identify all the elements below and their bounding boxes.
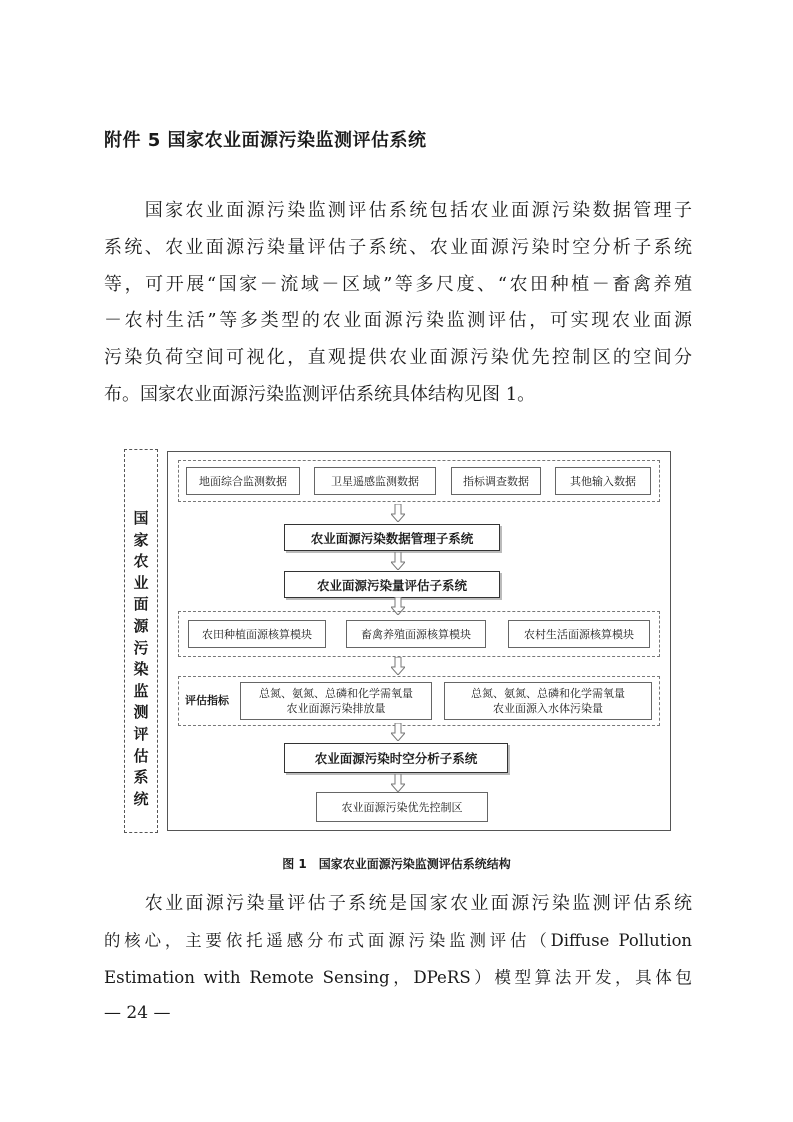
text-line: 等，可开展“国家－流域－区域”等多尺度、“农田种植－畜禽养殖 (104, 273, 692, 295)
paragraph-core (104, 886, 692, 996)
input-satellite-monitoring: 卫星遥感监测数据 (314, 467, 436, 495)
module-rural-life: 农村生活面源核算模块 (508, 620, 650, 648)
system-structure-figure (124, 449, 672, 833)
section-heading: 附件 5 国家农业面源污染监测评估系统 (104, 130, 427, 151)
text-line: 布。国家农业面源污染监测评估系统具体结构见图 1。 (104, 383, 536, 405)
page-number: — 24 — (104, 1003, 171, 1023)
text-line: 系统、农业面源污染量评估子系统、农业面源污染时空分析子系统 (104, 236, 692, 258)
arrow-down-icon (391, 552, 405, 570)
indicator-water-load: 总氮、氨氮、总磷和化学需氧量 农业面源入水体污染量 (444, 682, 652, 720)
load-evaluation-subsystem: 农业面源污染量评估子系统 (284, 571, 500, 598)
data-management-subsystem: 农业面源污染数据管理子系统 (284, 524, 500, 551)
indicator-emission: 总氮、氨氮、总磷和化学需氧量 农业面源污染排放量 (240, 682, 432, 720)
text-line: 农业面源污染量评估子系统是国家农业面源污染监测评估系统 (104, 893, 692, 914)
arrow-down-icon (391, 723, 405, 741)
text-line: Estimation with Remote Sensing，DPeRS）模型算法开发，具体包 (104, 967, 692, 987)
input-ground-monitoring: 地面综合监测数据 (186, 467, 300, 495)
module-livestock: 畜禽养殖面源核算模块 (346, 620, 486, 648)
paragraph-intro (104, 193, 692, 414)
input-indicator-survey: 指标调查数据 (451, 467, 541, 495)
arrow-down-icon (391, 504, 405, 522)
figure-caption: 图 1 国家农业面源污染监测评估系统结构 (282, 857, 511, 871)
evaluation-indicator-label: 评估指标 (185, 694, 229, 707)
side-label: 国 家 农 业 面 源 污 染 监 测 评 估 系 统 (133, 509, 149, 808)
side-label-box (124, 449, 158, 833)
structure-frame (167, 451, 671, 831)
text-line: －农村生活”等多类型的农业面源污染监测评估，可实现农业面源 (104, 310, 692, 332)
arrow-down-icon (391, 774, 405, 792)
module-farmland: 农田种植面源核算模块 (188, 620, 326, 648)
arrow-down-icon (391, 657, 405, 675)
text-line: 国家农业面源污染监测评估系统包括农业面源污染数据管理子 (104, 200, 692, 221)
input-other: 其他输入数据 (555, 467, 651, 495)
text-line: 的核心，主要依托遥感分布式面源污染监测评估（Diffuse Pollution (104, 930, 692, 950)
text-line: 污染负荷空间可视化，直观提供农业面源污染优先控制区的空间分 (104, 347, 692, 369)
priority-control-zone: 农业面源污染优先控制区 (316, 792, 488, 822)
spatial-analysis-subsystem: 农业面源污染时空分析子系统 (284, 743, 508, 773)
